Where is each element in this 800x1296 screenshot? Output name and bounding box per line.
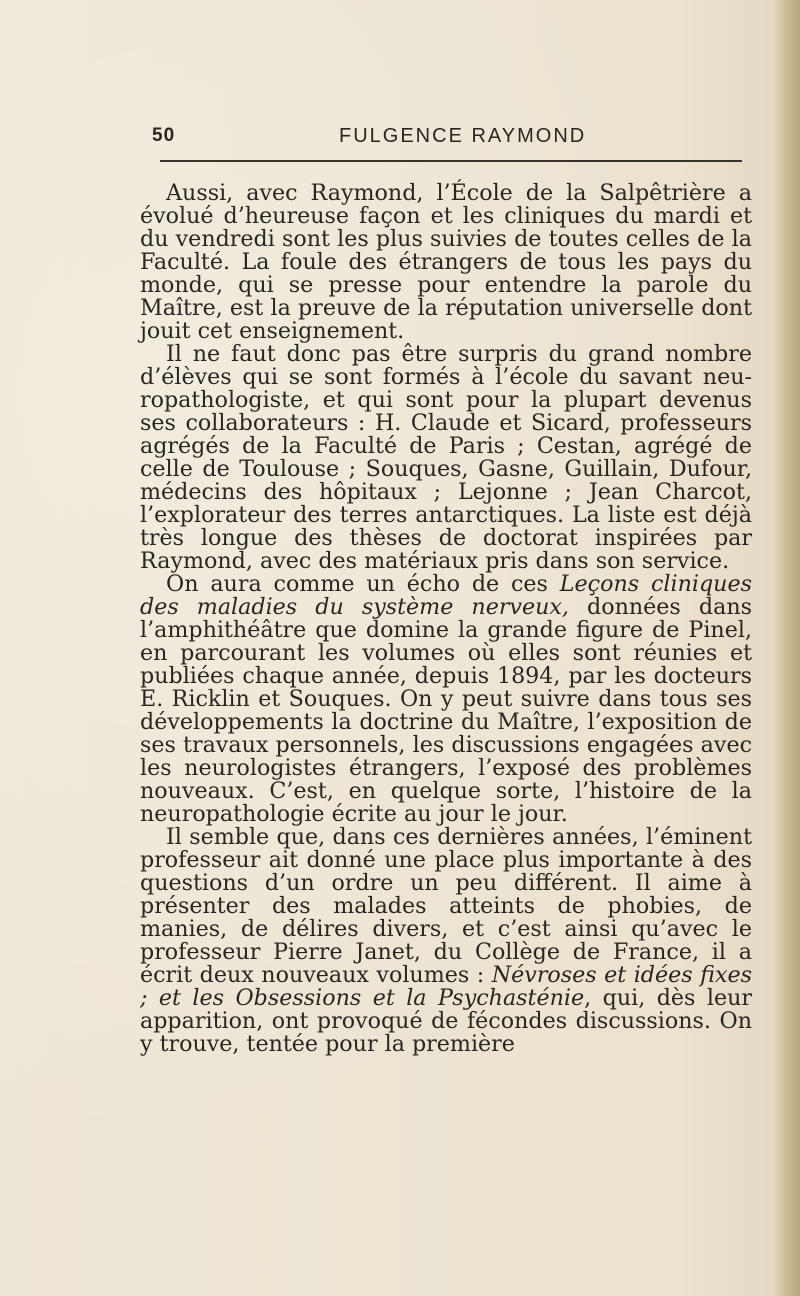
book-title-lecons: Leçons cliniques des maladies du système nerveux, [140,571,752,620]
running-title: FULGENCE RAYMOND [339,125,587,147]
paragraph-3-text-start: On aura comme un écho de ces [166,571,560,597]
paragraph-3 [140,573,752,826]
paragraph-4 [140,826,752,1056]
page-number: 50 [152,125,176,146]
paragraph-4-text-start: Il semble que, dans ces dernières années, l’éminent professeur ait donné une place plus importante à des questions d’un ordre un peu différent. Il aime à présenter des malades atteints de phobies, de manies, de délires divers, et c’est ainsi qu’avec le professeur Pierre Janet, du Collège de France, il a écrit deux nouveaux volumes : [140,824,752,988]
paragraph-4-text-end: , qui, dès leur apparition, ont provoqué de fécondes discussions. On y trouve, tentée pour la première [140,985,752,1057]
book-title-nevroses: Névroses et idées fixes ; et les Obsessions et la Psychasténie [140,962,752,1011]
body-text [140,182,752,1056]
paragraph-3-text-end: données dans l’amphithéâtre que domine la grande figure de Pinel, en parcourant les volumes où elles sont réunies et publiées chaque année, depuis 1894, par les docteurs E. Ricklin et Souques. On y peut suivre dans tous ses développements la doctrine du Maître, l’exposition de ses travaux personnels, les discussions engagées avec les neurologistes étrangers, l’exposé des problèmes nouveaux. C’est, en quelque sorte, l’histoire de la neuropathologie écrite au jour le jour. [140,594,752,827]
paragraph-2: Il ne faut donc pas être surpris du grand nombre d’élèves qui se sont formés à l’école du savant neuropathologiste, et qui sont pour la plupart devenus ses collaborateurs : H. Claude et Sicard, professeurs agrégés de la Faculté de Paris ; Cestan, agrégé de celle de Toulouse ; Souques, Gasne, Guillain, Dufour, médecins des hôpitaux ; Lejonne ; Jean Charcot, l’explorateur des terres antarctiques. La liste est déjà très longue des thèses de doctorat inspirées par Raymond, avec des matériaux pris dans son service. [140,341,752,574]
page-edge-shadow [774,0,800,1296]
paragraph-1: Aussi, avec Raymond, l’École de la Salpêtrière a évolué d’heureuse façon et les cliniques du mardi et du vendredi sont les plus suivies de toutes celles de la Faculté. La foule des étrangers de tous les pays du monde, qui se presse pour entendre la parole du Maître, est la preuve de la réputation universelle dont jouit cet enseignement. [140,180,752,344]
header-rule [160,160,742,162]
page-header [152,125,742,159]
